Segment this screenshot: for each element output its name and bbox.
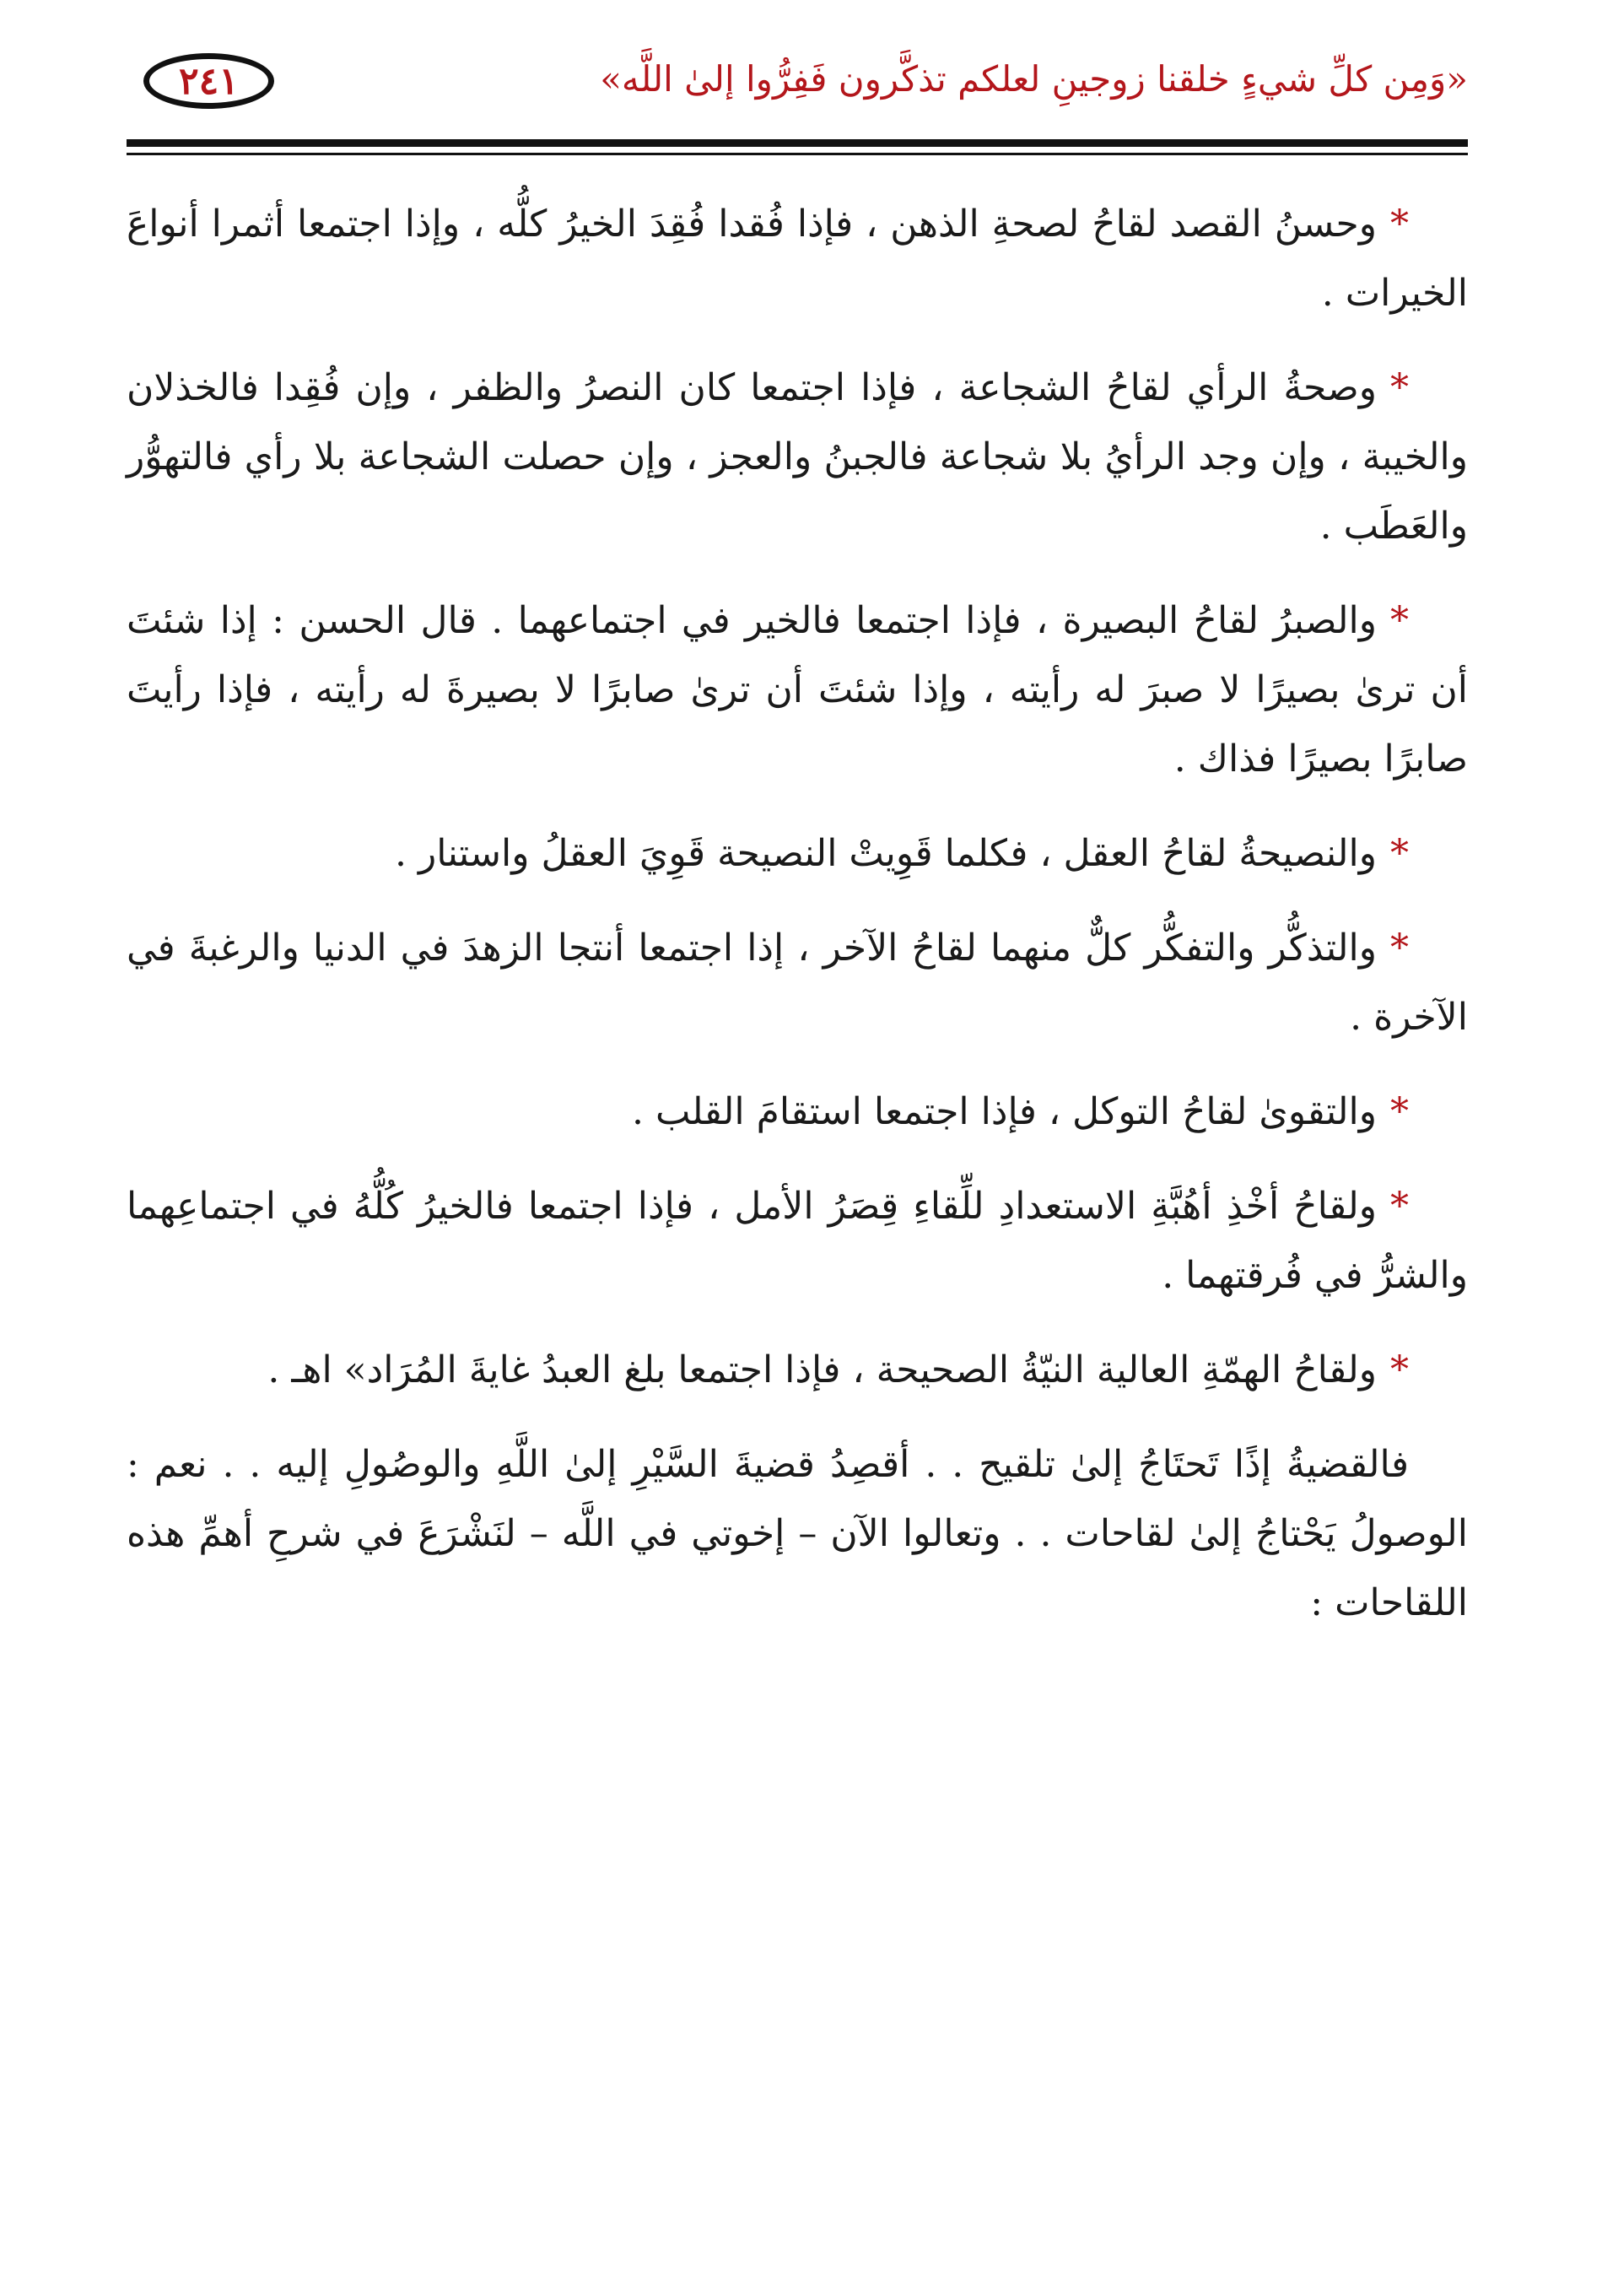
paragraph-text: وحسنُ القصد لقاحُ لصحةِ الذهن ، فإذا فُقدا فُقِدَ الخيرُ كلُّه ، وإذا اجتمعا أثمرا أنواعَ الخيرات . (127, 203, 1468, 315)
body-text (127, 190, 1468, 1663)
closing-paragraph: فالقضيةُ إذًا تَحتَاجُ إلىٰ تلقيح . . أقصِدُ قضيةَ السَّيْرِ إلىٰ اللَّهِ والوصُولِ إليه . . نعم : الوصولُ يَحْتاجُ إلىٰ لقاحات . . وتعالوا الآن – إخوتي في اللَّه – لنَشْرَعَ في شرحِ أهمِّ هذه اللقاحات : (127, 1443, 1468, 1624)
asterisk-bullet: * (1390, 1090, 1409, 1133)
paragraph-text: والتقوىٰ لقاحُ التوكل ، فإذا اجتمعا استقامَ القلب . (631, 1090, 1377, 1133)
asterisk-bullet: * (1390, 1185, 1409, 1228)
asterisk-bullet: * (1390, 832, 1409, 875)
asterisk-bullet: * (1390, 366, 1409, 409)
paragraph-text: ولقاحُ أخْذِ أهُبَّةِ الاستعدادِ للِّقاءِ قِصَرُ الأمل ، فإذا اجتمعا فالخيرُ كُلُّهُ في اجتماعِهما والشرُّ في فُرقتهما . (127, 1185, 1468, 1297)
paragraph-2 (127, 354, 1468, 561)
header-rule-thick (127, 139, 1468, 147)
asterisk-bullet: * (1390, 203, 1409, 246)
paragraph-3 (127, 586, 1468, 794)
paragraph-text: وصحةُ الرأي لقاحُ الشجاعة ، فإذا اجتمعا كان النصرُ والظفر ، وإن فُقِدا فالخذلان والخيبة ، وإن وجد الرأيُ بلا شجاعة فالجبنُ والعجز ، وإن حصلت الشجاعة بلا رأي فالتهوُّر والعَطَب . (127, 366, 1468, 548)
page-number-badge: ٢٤١ (143, 53, 274, 109)
running-title: «وَمِن كلِّ شيءٍ خلقنا زوجينِ لعلكم تذكَّرون فَفِرُّوا إلىٰ اللَّه» (600, 58, 1468, 100)
page-header (127, 46, 1468, 127)
paragraph-text: والنصيحةُ لقاحُ العقل ، فكلما قَوِيتْ النصيحة قَوِيَ العقلُ واستنار . (394, 832, 1377, 875)
asterisk-bullet: * (1390, 927, 1409, 970)
paragraph-text: والتذكُّر والتفكُّر كلٌّ منهما لقاحُ الآخر ، إذا اجتمعا أنتجا الزهدَ في الدنيا والرغبةَ في الآخرة . (127, 927, 1468, 1039)
paragraph-1 (127, 190, 1468, 328)
paragraph-text: والصبرُ لقاحُ البصيرة ، فإذا اجتمعا فالخير في اجتماعهما . قال الحسن : إذا شئتَ أن ترىٰ بصيرًا لا صبرَ له رأيته ، وإذا شئتَ أن ترىٰ صابرًا لا بصيرةَ له رأيته ، فإذا رأيتَ صابرًا بصيرًا فذاك . (127, 599, 1468, 781)
asterisk-bullet: * (1390, 599, 1409, 642)
paragraph-text: ولقاحُ الهمّةِ العالية النيّةُ الصحيحة ، فإذا اجتمعا بلغ العبدُ غايةَ المُرَاد» اهـ . (267, 1348, 1377, 1391)
paragraph-4 (127, 819, 1468, 889)
asterisk-bullet: * (1390, 1348, 1409, 1391)
header-rule-thin (127, 153, 1468, 155)
paragraph-5 (127, 914, 1468, 1052)
paragraph-7 (127, 1172, 1468, 1310)
paragraph-8 (127, 1336, 1468, 1405)
paragraph-6 (127, 1078, 1468, 1147)
